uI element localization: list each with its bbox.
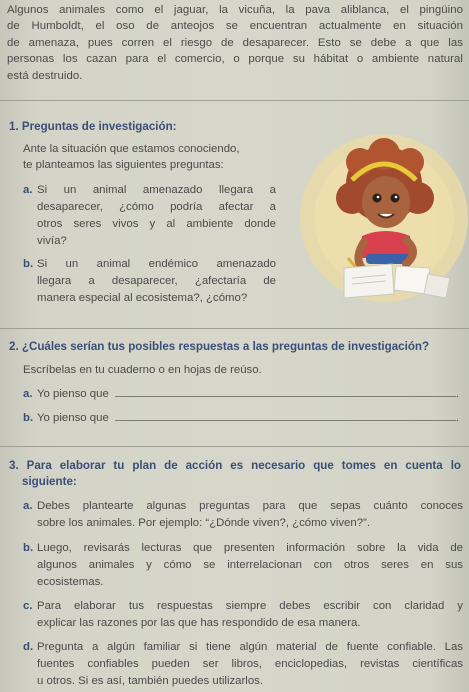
intro-paragraph [7,2,463,84]
item-line: Si un animal endémico amenazado [37,258,276,270]
item-letter: c. [23,600,33,612]
item-letter: a. [23,184,33,196]
intro-line: de amenaza, pues corren el riesgo de desaparecer. Esto se debe a que las [7,36,463,49]
intro-line: Algunos animales como el jaguar, la vicuña, la pava aliblanca, el pingüino [7,4,463,16]
answer-b-line[interactable] [115,410,456,421]
item-line: Luego, revisarás lecturas que presenten información sobre la vida de [37,542,463,554]
answer-period: . [455,388,459,400]
step-a [23,498,463,534]
intro-line: personas los cazan para el comercio, o porque su hábitat o ambiente natural [7,53,463,66]
girl-writing-icon [300,118,468,308]
item-line: vivía? [37,235,67,247]
item-line: Pregunta a algún familiar si tiene algún material de fuente confiable. Las [37,641,463,653]
step-c [23,598,463,634]
section-2-lead: Escríbelas en tu cuaderno o en hojas de reúso. [23,364,262,376]
item-line: fuentes confiables pueden ser libros, enciclopedias, revistas científicas [37,658,463,670]
answer-prompt: Yo pienso que [37,412,109,424]
item-line: otros seres vivos y al ambiente donde [37,218,276,230]
answer-a-line[interactable] [115,386,456,397]
lead-line: Ante la situación que estamos conociendo, [23,143,240,155]
divider [0,446,469,447]
item-letter: a. [23,500,33,512]
section-1-title: 1. Preguntas de investigación: [9,120,177,133]
item-line: ecosistemas. [37,576,104,588]
item-line: explicar las razones por las que has respondido de esa manera. [37,617,361,629]
step-d [23,639,463,691]
answer-b [23,410,459,428]
question-b [23,256,276,308]
title-line: siguiente: [22,475,77,488]
item-line: Si un animal amenazado llegara a [37,184,276,196]
answer-period: . [455,412,459,424]
item-line: desaparecer, ¿cómo podría afectar a [37,201,276,213]
divider [0,100,469,101]
item-line: sobre los animales. Por ejemplo: “¿Dónde viven?, ¿cómo viven?”. [37,517,371,529]
section-2-title: 2. ¿Cuáles serían tus posibles respuestas a las preguntas de investigación? [9,340,430,353]
section-1-lead [23,141,283,174]
item-letter: b. [23,542,34,554]
section-3-title [9,458,461,490]
item-line: algunos animales y cómo se interrelacionan con otros seres en sus [37,559,463,571]
item-line: u otros. Si es así, también puedes utilizarlos. [37,675,264,687]
item-line: llegara a desaparecer, ¿afectaría de [37,275,276,287]
item-line: manera especial al ecosistema?, ¿cómo? [37,292,248,304]
item-letter: b. [23,258,34,270]
title-line: 3. Para elaborar tu plan de acción es necesario que tomes en cuenta lo [9,459,461,472]
item-letter: d. [23,641,34,653]
item-letter: b. [23,412,34,424]
item-line: Para elaborar tus respuestas siempre debes escribir con claridad y [37,600,463,612]
item-line: Debes plantearte algunas preguntas para que sepas cuánto conoces [37,500,463,512]
lead-line: te planteamos las siguientes preguntas: [23,159,224,172]
intro-line: de Humboldt, el oso de anteojos se encuentran actualmente en situación [7,20,463,33]
answer-prompt: Yo pienso que [37,388,109,400]
question-a [23,182,276,252]
item-letter: a. [23,388,33,400]
answer-a [23,386,459,404]
step-b [23,540,463,592]
intro-line: está destruido. [7,69,83,82]
divider [0,328,469,329]
